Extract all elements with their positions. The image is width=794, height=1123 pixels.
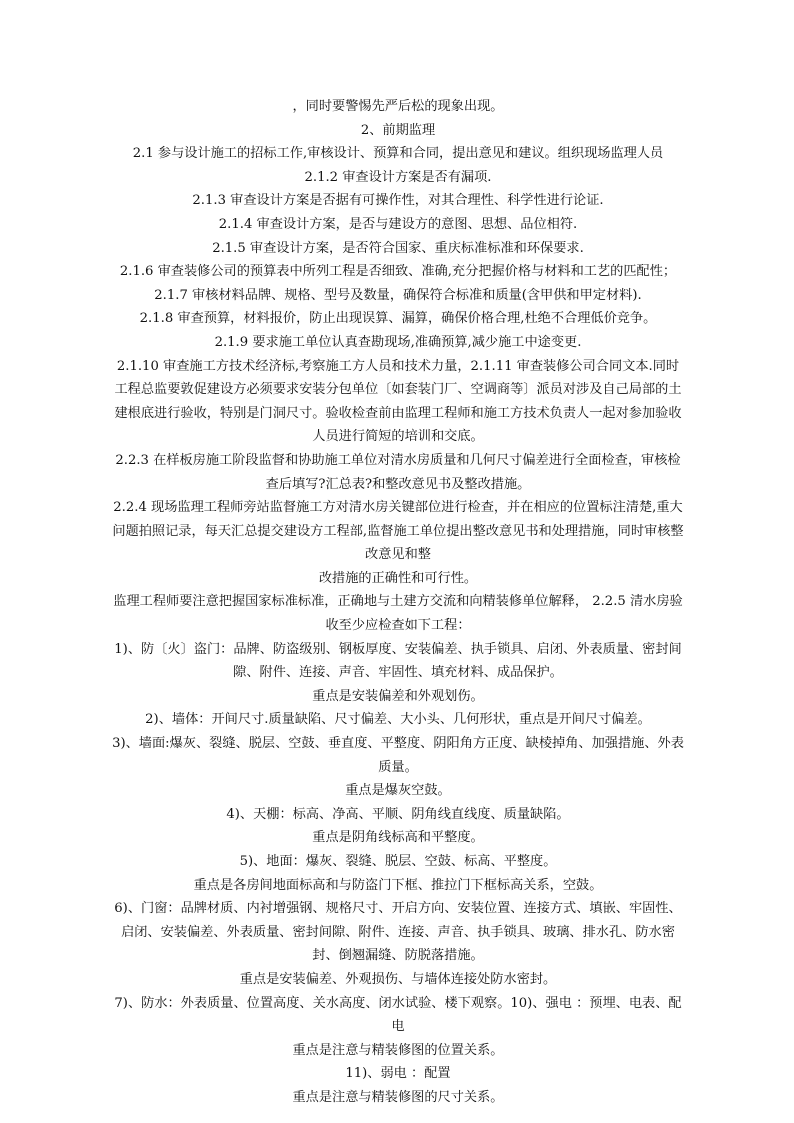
paragraph: 2)、墙体：开间尺寸.质量缺陷、尺寸偏差、大小头、几何形状，重点是开间尺寸偏差。 bbox=[145, 712, 651, 728]
paragraph: 改措施的正确性和可行性。 bbox=[318, 570, 478, 586]
paragraph: 2.1.9 要求施工单位认真查勘现场,准确预算,减少施工中途变更. bbox=[214, 334, 582, 350]
paragraph: 2.2.3 在样板房施工阶段监督和协助施工单位对清水房质量和几何尺寸偏差进行全面检查，审核检查后填写?汇总表?和整改意见书及整改措施。 bbox=[115, 452, 681, 492]
paragraph: 2.1.2 审查设计方案是否有漏项. bbox=[304, 169, 492, 185]
paragraph: 11)、弱电 ：配置 bbox=[345, 1066, 451, 1082]
paragraph: 3)、墙面:爆灰、裂缝、脱层、空鼓、垂直度、平整度、阴阳角方正度、缺棱掉角、加强措施、外表质量。 bbox=[112, 736, 684, 775]
paragraph: 4)、天棚：标高、净高、平顺、阴角线直线度、质量缺陷。 bbox=[226, 806, 570, 822]
paragraph: 重点是爆灰空鼓。 bbox=[345, 783, 451, 799]
paragraph: 重点是安装偏差和外观划伤。 bbox=[312, 688, 484, 704]
paragraph: 重点是阴角线标高和平整度。 bbox=[312, 830, 484, 846]
document-body bbox=[112, 95, 684, 1110]
section-heading: 2、前期监理 bbox=[360, 122, 436, 138]
paragraph: 6)、门窗：品牌材质、内衬增强钢、规格尺寸、开启方向、安装位置、连接方式、填嵌、牢固性、启闭、安装偏差、外表质量、密封间隙、附件、连接、声音、执手锁具、玻璃、排水孔、防水密封、倒翘漏缝、防脱落措施。 bbox=[114, 901, 682, 964]
paragraph: 2.2.4 现场监理工程师旁站监督施工方对清水房关键部位进行检查，并在相应的位置标注清楚,重大问题拍照记录，每天汇总提交建设方工程部,监督施工单位提出整改意见书和处理措施，同时审核整改意见和整 bbox=[112, 500, 684, 563]
paragraph: 重点是注意与精装修图的位置关系。 bbox=[292, 1042, 504, 1058]
paragraph: 2.1.8 审查预算，材料报价，防止出现误算、漏算，确保价格合理,杜绝不合理低价竞争。 bbox=[139, 311, 657, 327]
paragraph: 重点是各房间地面标高和与防盗门下框、推拉门下框标高关系，空鼓。 bbox=[193, 877, 603, 893]
paragraph: 重点是安装偏差、外观损伤、与墙体连接处防水密封。 bbox=[239, 971, 557, 987]
paragraph: 监理工程师要注意把握国家标准标准，正确地与土建方交流和向精装修单位解释， 2.2.5 清水房验收至少应检查如下工程： bbox=[113, 594, 683, 634]
paragraph: 7)、防水：外表质量、位置高度、关水高度、闭水试验、楼下观察。10)、强电 ：预埋、电表、配电 bbox=[114, 995, 682, 1035]
paragraph: ，同时要警惕先严后松的现象出现。 bbox=[292, 99, 504, 114]
paragraph: 2.1.6 审查装修公司的预算表中所列工程是否细致、准确,充分把握价格与材料和工艺的匹配性； bbox=[119, 264, 677, 280]
paragraph: 2.1 参与设计施工的招标工作,审核设计、预算和合同，提出意见和建议。组织现场监理人员 bbox=[132, 146, 664, 162]
paragraph: 5)、地面：爆灰、裂缝、脱层、空鼓、标高、平整度。 bbox=[239, 854, 557, 869]
paragraph: 2.1.10 审查施工方技术经济标,考察施工方人员和技术力量，2.1.11 审查装修公司合同文本.同时工程总监要敦促建设方必须要求安装分包单位〔如套装门厂、空调商等〕派员对涉及自己局部的土建根底进行验收，特别是门洞尺寸。验收检查前由监理工程师和施工方技术负责人一起对参加验收人员进行简短的培训和交底。 bbox=[114, 358, 682, 445]
paragraph: 2.1.4 审查设计方案，是否与建设方的意图、思想、品位相符. bbox=[218, 216, 578, 232]
paragraph: 1)、防〔火〕盗门：品牌、防盗级别、钢板厚度、安装偏差、执手锁具、启闭、外表质量、密封间隙、附件、连接、声音、牢固性、填充材料、成品保护。 bbox=[114, 641, 682, 681]
paragraph: 2.1.3 审查设计方案是否据有可操作性，对其合理性、科学性进行论证. bbox=[192, 193, 604, 209]
paragraph: 重点是注意与精装修图的尺寸关系。 bbox=[292, 1089, 504, 1105]
paragraph: 2.1.5 审查设计方案，是否符合国家、重庆标准标准和环保要求. bbox=[212, 240, 584, 256]
paragraph: 2.1.7 审核材料品牌、规格、型号及数量，确保符合标准和质量(含甲供和甲定材料). bbox=[154, 287, 642, 303]
